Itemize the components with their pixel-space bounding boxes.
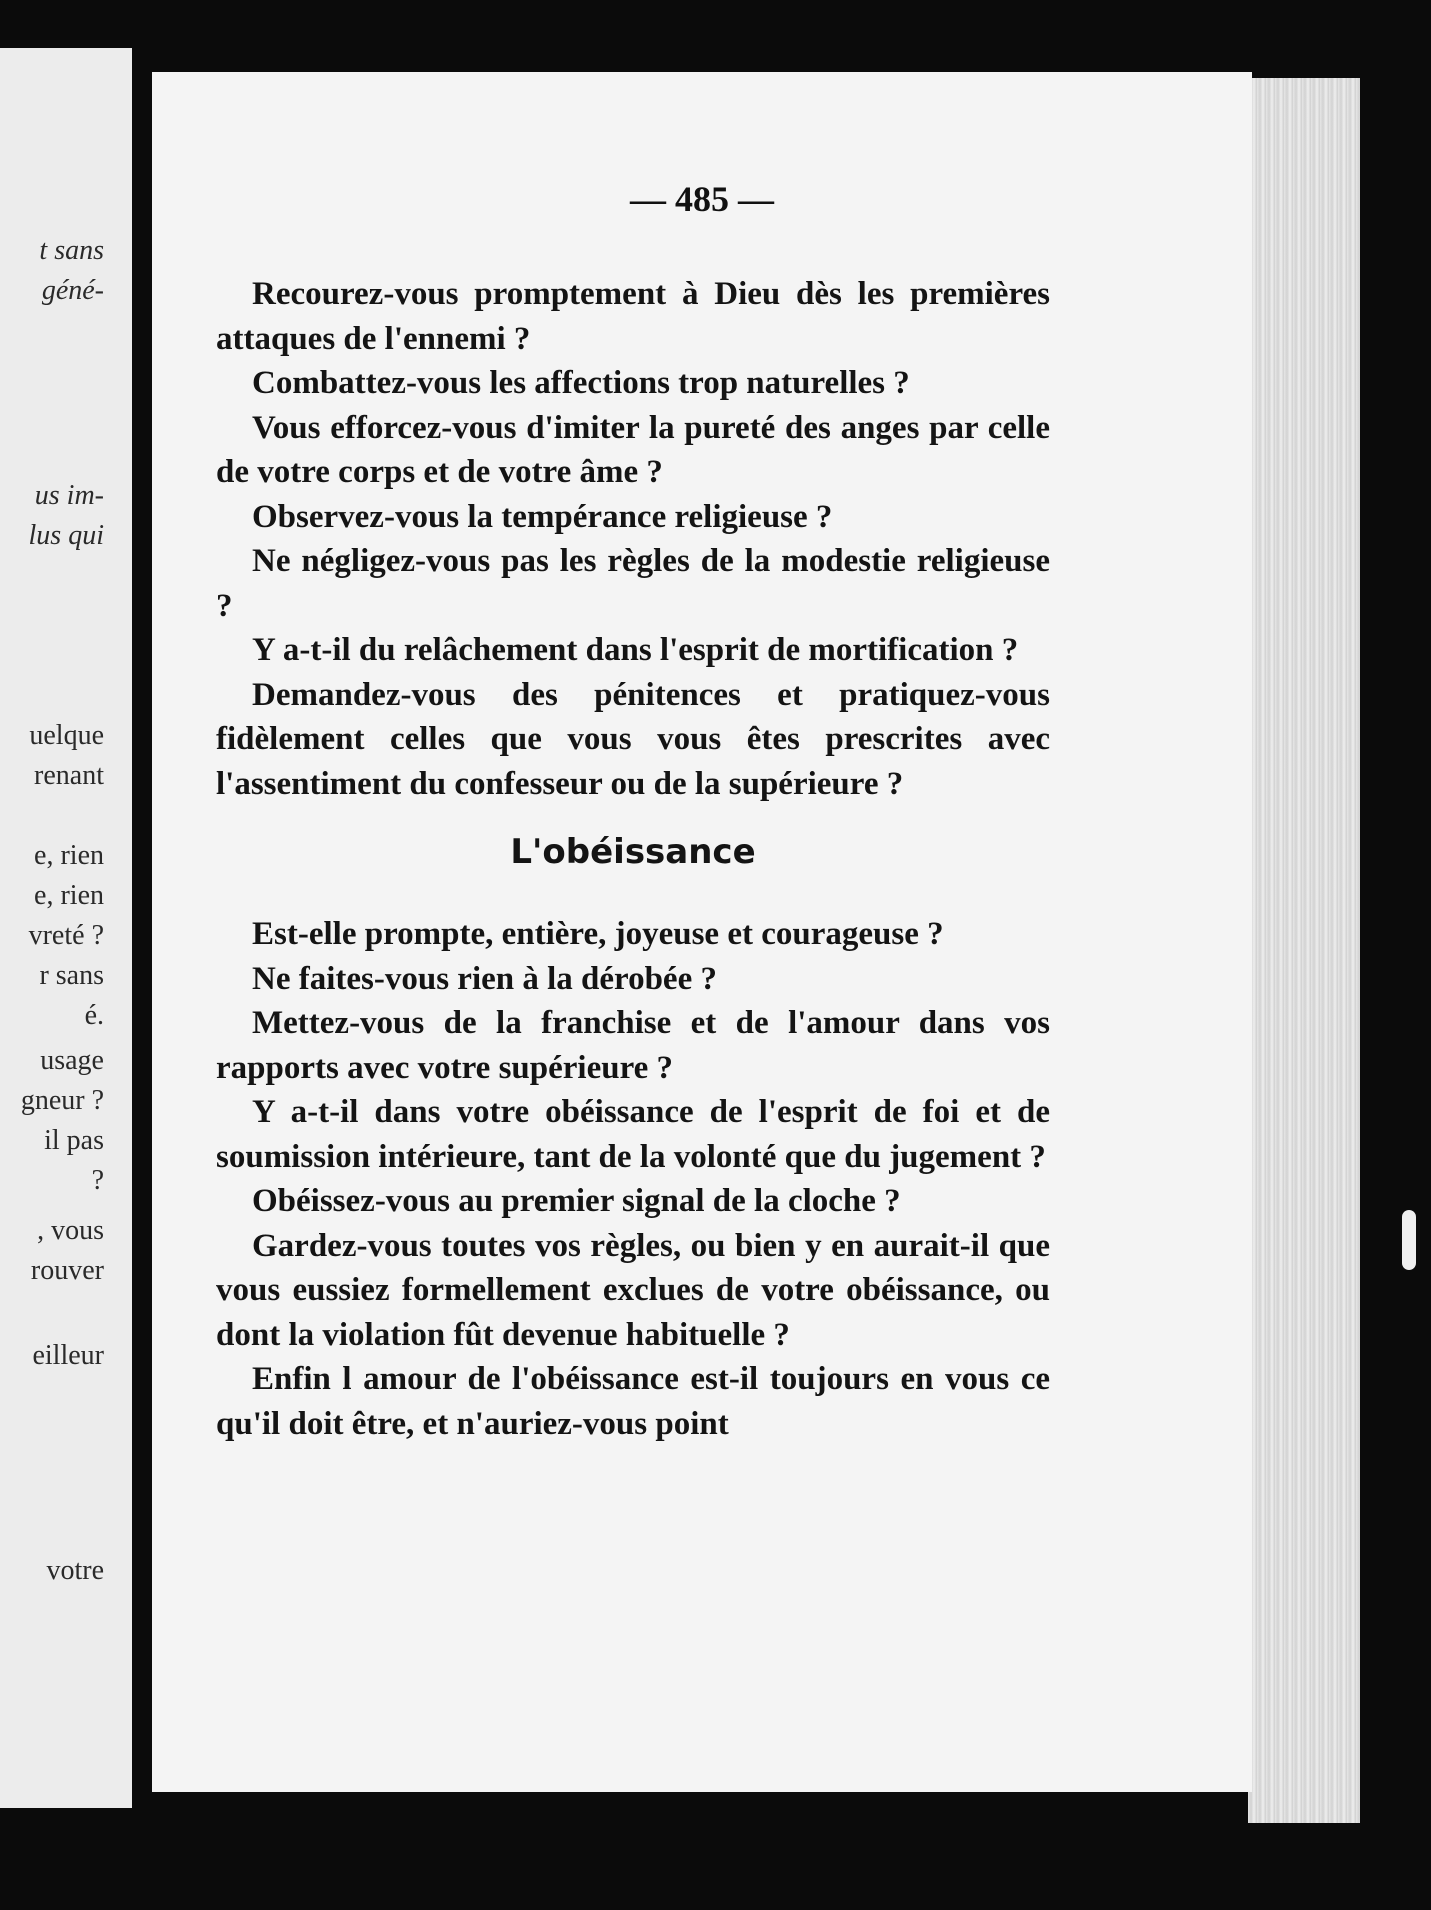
facing-page-line: lus qui — [28, 520, 104, 551]
paragraphs-chastity — [216, 272, 1050, 806]
facing-page-line: t sans — [39, 235, 104, 266]
facing-page-line: e, rien — [34, 840, 104, 871]
facing-page-line: votre — [46, 1555, 104, 1586]
question-paragraph: Ne faites-vous rien à la dérobée ? — [252, 960, 717, 997]
question-paragraph: Y a-t-il du relâchement dans l'esprit de mortification ? — [252, 632, 1019, 668]
facing-page-line: usage — [40, 1045, 104, 1076]
section-heading: L'obéissance — [510, 832, 756, 872]
question-paragraph: Obéissez-vous au premier signal de la cloche ? — [252, 1183, 901, 1219]
question-paragraph: Gardez-vous toutes vos règles, ou bien y en aurait-il que vous eussiez formellement exclues de votre obéissance, ou dont la violation fût devenue habituelle ? — [216, 1227, 1050, 1353]
question-paragraph: Enfin l amour de l'obéissance est-il toujours en vous ce qu'il doit être, et n'auriez-vous point — [216, 1361, 1050, 1442]
question-paragraph: Mettez-vous de la franchise et de l'amour dans vos rapports avec votre supérieure ? — [216, 1005, 1050, 1086]
facing-page-line: eilleur — [32, 1340, 104, 1371]
question-paragraph: Vous efforcez-vous d'imiter la pureté des anges par celle de votre corps et de votre âme ? — [216, 409, 1050, 490]
facing-page-fragment — [0, 48, 132, 1808]
facing-page-line: ? — [91, 1165, 104, 1196]
facing-page-line: gneur ? — [20, 1085, 104, 1116]
facing-page-line: renant — [34, 760, 104, 791]
facing-page-line: il pas — [44, 1125, 104, 1156]
question-paragraph: Ne négligez-vous pas les règles de la modestie religieuse ? — [216, 543, 1050, 624]
facing-page-line: us im- — [34, 480, 104, 511]
facing-page-line: vreté ? — [28, 920, 104, 951]
question-paragraph: Recourez-vous promptement à Dieu dès les premières attaques de l'ennemi ? — [216, 276, 1050, 357]
facing-page-line: rouver — [30, 1255, 104, 1286]
facing-page-line: e, rien — [34, 880, 104, 911]
question-paragraph: Est-elle prompte, entière, joyeuse et courageuse ? — [252, 916, 944, 952]
question-paragraph: Demandez-vous des pénitences et pratiquez-vous fidèlement celles que vous vous êtes prescrites avec l'assentiment du confesseur ou de la supérieure ? — [216, 676, 1050, 802]
paragraphs-obedience — [216, 912, 1050, 1446]
question-paragraph: Observez-vous la tempérance religieuse ? — [252, 498, 833, 535]
question-paragraph: Combattez-vous les affections trop naturelles ? — [252, 365, 910, 401]
question-paragraph: Y a-t-il dans votre obéissance de l'esprit de foi et de soumission intérieure, tant de la volonté que du jugement ? — [216, 1094, 1050, 1175]
facing-page-line: , vous — [37, 1215, 104, 1246]
page-number: — 485 — — [630, 179, 774, 219]
facing-page-line: uelque — [29, 720, 104, 751]
facing-page-line: r sans — [39, 960, 104, 991]
facing-page-line: é. — [84, 1000, 104, 1031]
scan-smudge — [1402, 1210, 1416, 1270]
facing-page-line: géné- — [41, 275, 104, 306]
page-body — [216, 272, 1050, 1446]
page-edge-stack — [1248, 78, 1360, 1823]
